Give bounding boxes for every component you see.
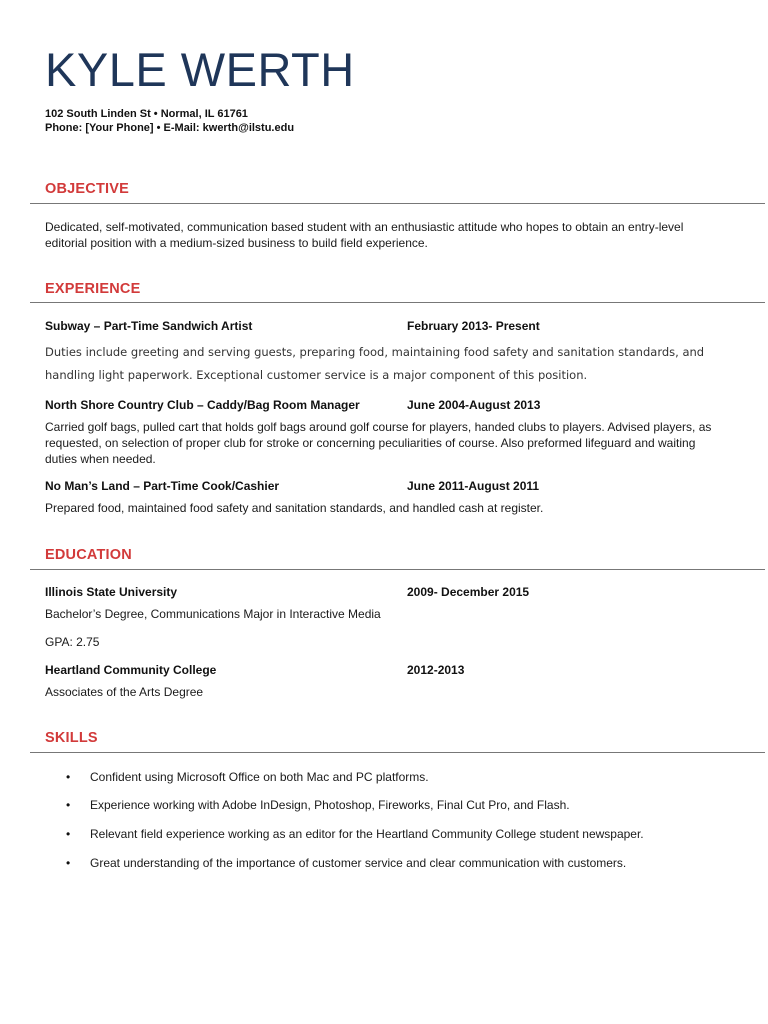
contact-line: Phone: [Your Phone] • E-Mail: kwerth@ilstu.edu bbox=[45, 122, 295, 134]
experience-divider bbox=[30, 302, 765, 303]
education-divider bbox=[30, 569, 765, 570]
bullet-icon: • bbox=[66, 827, 71, 841]
bullet-icon: • bbox=[66, 770, 71, 784]
job-description-no-mans-land: Prepared food, maintained food safety and sanitation standards, and handled cash at register. bbox=[45, 501, 544, 515]
job-dates-subway: February 2013- Present bbox=[407, 319, 540, 333]
school-dates-isu: 2009- December 2015 bbox=[407, 585, 530, 599]
job-title-country-club: North Shore Country Club – Caddy/Bag Room Manager bbox=[45, 398, 360, 412]
school-degree-isu: Bachelor’s Degree, Communications Major in Interactive Media bbox=[45, 607, 381, 621]
job-dates-country-club: June 2004-August 2013 bbox=[407, 398, 541, 412]
job-description-subway: Duties include greeting and serving guests, preparing food, maintaining food safety and sanitation standards, and handling light paperwork. Exceptional customer service is a major component of this position. bbox=[45, 345, 705, 382]
school-name-heartland: Heartland Community College bbox=[45, 663, 217, 677]
job-title-no-mans-land: No Man’s Land – Part-Time Cook/Cashier bbox=[45, 479, 280, 493]
job-dates-no-mans-land: June 2011-August 2011 bbox=[407, 479, 540, 493]
address-line: 102 South Linden St • Normal, IL 61761 bbox=[45, 108, 248, 120]
objective-heading: OBJECTIVE bbox=[45, 181, 129, 197]
candidate-name: KYLE WERTH bbox=[45, 43, 355, 96]
objective-text: Dedicated, self-motivated, communication based student with an enthusiastic attitude who hopes to obtain an entry-level editorial position with a medium-sized business to build field experience. bbox=[45, 220, 684, 250]
skill-item: Relevant field experience working as an editor for the Heartland Community College student newspaper. bbox=[90, 827, 644, 841]
bullet-icon: • bbox=[66, 856, 71, 870]
skill-item: Great understanding of the importance of customer service and clear communication with customers. bbox=[90, 856, 627, 870]
education-heading: EDUCATION bbox=[45, 547, 132, 563]
job-description-country-club: Carried golf bags, pulled cart that holds golf bags around golf course for players, handed clubs to players. Advised players, as requested, on selection of proper club for stroke or concerning peculiarities of course. Also preformed lifeguard and waiting duties when needed. bbox=[45, 420, 712, 466]
experience-heading: EXPERIENCE bbox=[45, 281, 141, 297]
skill-item: Confident using Microsoft Office on both Mac and PC platforms. bbox=[90, 770, 429, 784]
school-gpa-isu: GPA: 2.75 bbox=[45, 635, 100, 649]
school-dates-heartland: 2012-2013 bbox=[407, 663, 465, 677]
school-degree-heartland: Associates of the Arts Degree bbox=[45, 685, 204, 699]
skill-item: Experience working with Adobe InDesign, Photoshop, Fireworks, Final Cut Pro, and Flash. bbox=[90, 798, 570, 812]
skills-divider bbox=[30, 752, 765, 753]
objective-divider bbox=[30, 203, 765, 204]
job-title-subway: Subway – Part-Time Sandwich Artist bbox=[45, 319, 253, 333]
bullet-icon: • bbox=[66, 798, 71, 812]
school-name-isu: Illinois State University bbox=[45, 585, 178, 599]
skills-heading: SKILLS bbox=[45, 730, 98, 746]
